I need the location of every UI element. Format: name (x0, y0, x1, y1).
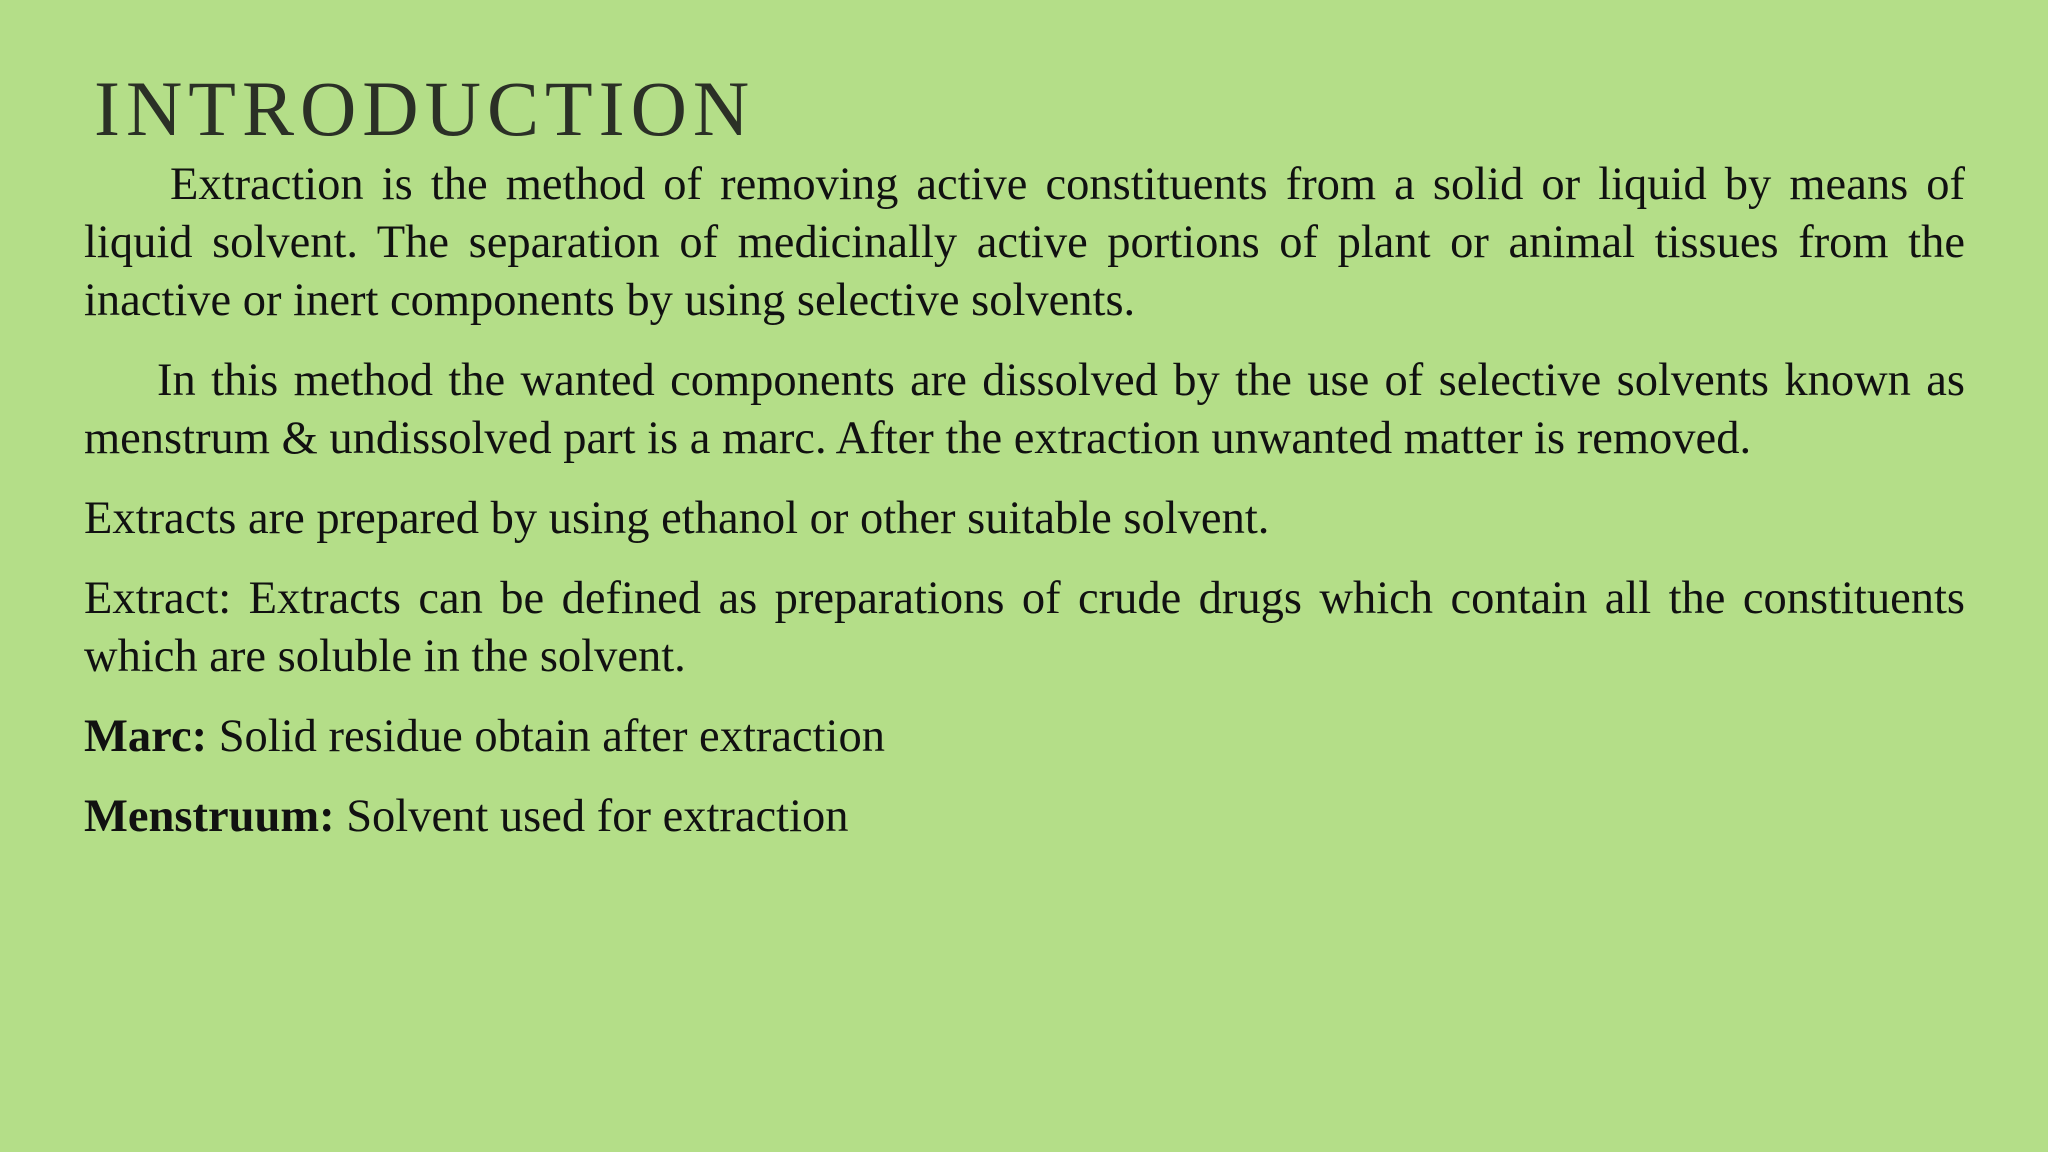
slide-title: INTRODUCTION (94, 65, 756, 152)
definition-marc (84, 708, 1965, 766)
marc-text: Solid residue obtain after extraction (207, 711, 885, 762)
definition-menstruum (84, 788, 1965, 846)
marc-label: Marc: (84, 711, 208, 762)
paragraph-extraction-definition: Extraction is the method of removing active constituents from a solid or liquid by means of liquid solvent. The separation of medicinally active portions of plant or animal tissues from the inactive or inert components by using selective solvents. (84, 159, 1965, 326)
paragraph-extract-definition: Extract: Extracts can be defined as preparations of crude drugs which contain all the constituents which are soluble in the solvent. (84, 573, 1965, 682)
menstruum-label: Menstruum: (84, 791, 335, 842)
slide-body (84, 156, 1965, 868)
paragraph-extracts-preparation: Extracts are prepared by using ethanol or other suitable solvent. (84, 493, 1270, 544)
menstruum-text: Solvent used for extraction (334, 791, 849, 842)
paragraph-method-description: In this method the wanted components are dissolved by the use of selective solvents known as menstrum & undissolved part is a marc. After the extraction unwanted matter is removed. (84, 355, 1965, 464)
